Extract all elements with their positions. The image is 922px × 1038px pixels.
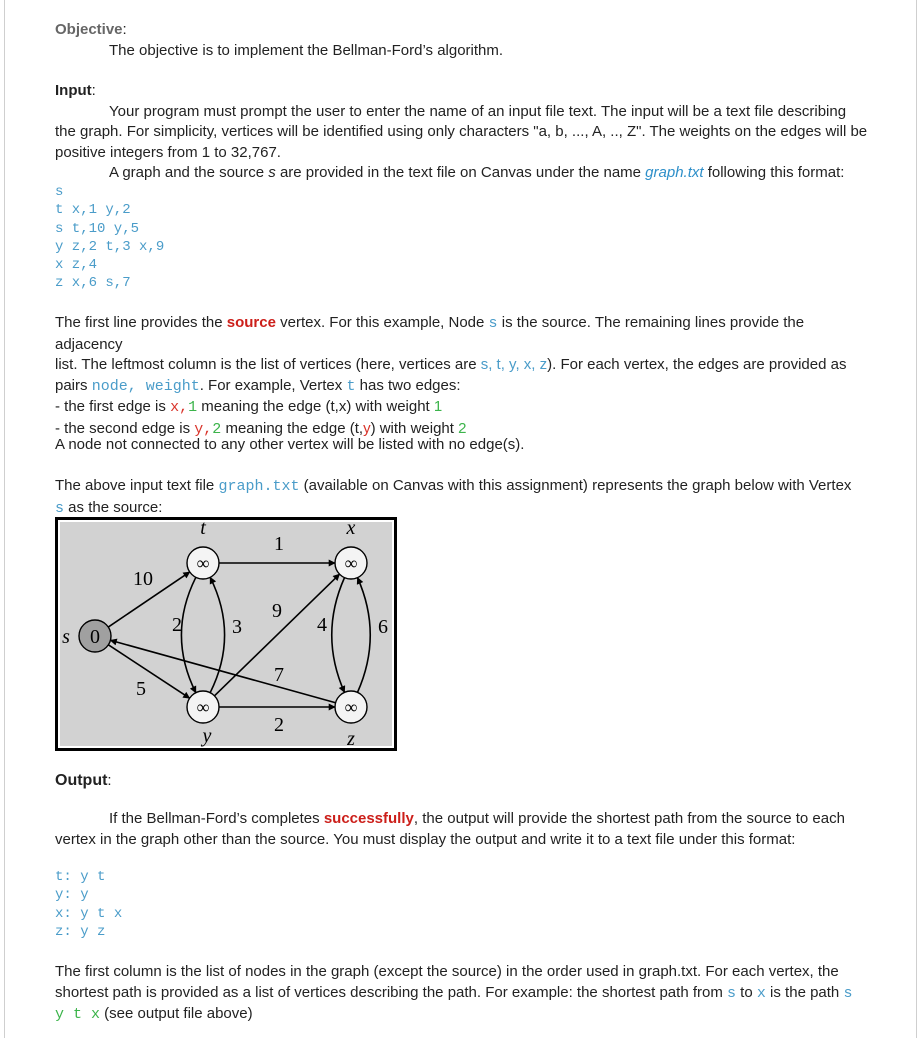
output-text: , the output will provide the shortest path from the source to each (413, 810, 845, 827)
output-text: The first column is the list of nodes in the graph (except the source) in the order used in graph.txt. For each vertex, the (55, 963, 839, 980)
node-distance-label: ∞ (344, 697, 358, 717)
code-line: t x,1 y,2 (55, 202, 131, 219)
objective-heading: Objective (55, 21, 123, 38)
node-name-label: x (346, 517, 356, 539)
edge-node: y (363, 419, 371, 437)
output-label: x: (55, 905, 72, 922)
explain-text: meaning the edge (t, (221, 419, 364, 437)
success-keyword: successfully (323, 810, 414, 827)
output-line (55, 905, 870, 923)
explain-text: vertex. For this example, Node (275, 314, 489, 331)
node-x: x (756, 984, 766, 1002)
edge-node: y, (194, 420, 213, 438)
code-line: y z,2 t,3 x,9 (55, 238, 165, 255)
output-line (55, 886, 870, 904)
input-para2-pre: A graph and the source (109, 164, 269, 181)
output-line (55, 923, 870, 941)
source-var: s (268, 164, 276, 181)
node-s: s (488, 315, 498, 332)
objective-section (55, 20, 870, 61)
input-para2-mid: are provided in the text file on Canvas under the name (275, 164, 646, 181)
output-paragraph (55, 809, 870, 850)
edge-weight: 1 (433, 398, 443, 415)
explain-text: ). For each vertex, the edges are provided as (547, 356, 847, 373)
edge-weight: 1 (188, 399, 198, 416)
output-text: to (736, 983, 757, 1001)
explain-text: . For example, Vertex (199, 376, 347, 394)
edge-weight-label: 1 (274, 533, 284, 555)
output-label: z: (55, 923, 72, 940)
node-s: s (55, 499, 65, 517)
output-label: t: (55, 869, 72, 885)
output-path: y z (80, 923, 106, 940)
node-s: s (727, 984, 737, 1002)
node-name-label: z (347, 728, 355, 750)
edge-weight-label: 6 (378, 616, 388, 638)
above-text: The above input text file (55, 477, 219, 494)
node-distance-label: ∞ (196, 697, 210, 717)
node-distance-label: ∞ (344, 553, 358, 573)
input-heading: Input (55, 82, 92, 99)
output-section (55, 771, 870, 792)
above-text: as the source: (64, 498, 163, 516)
output-code-block (55, 868, 870, 941)
edge-weight: 2 (212, 420, 222, 438)
explain-text: pairs (55, 376, 92, 394)
objective-text: The objective is to implement the Bellman-Ford’s algorithm. (109, 41, 504, 59)
vertex-list: s, t, y, x, z (480, 356, 548, 373)
explain-text: is the source. The remaining lines provide the adjacency (55, 314, 805, 353)
pair-format: node, weight (91, 377, 200, 395)
above-section (55, 476, 870, 519)
code-line: x z,4 (55, 257, 98, 274)
explain-text: has two edges: (355, 376, 461, 394)
output-path: y t x (80, 905, 123, 922)
edge-weight-label: 4 (317, 614, 327, 636)
code-line: s t,10 y,5 (55, 220, 140, 237)
node-distance-label: 0 (90, 626, 100, 648)
input-para2-post: following this format: (703, 164, 845, 181)
output-text: shortest path is provided as a list of vertices describing the path. For example: the shortest path from (55, 983, 727, 1001)
graph-file-name: graph.txt (218, 478, 300, 495)
node-name-label: y (202, 725, 212, 747)
explain-text: meaning the edge (t,x) with weight (197, 398, 434, 415)
edge-weight-label: 2 (274, 714, 284, 736)
node-s: s (843, 984, 853, 1002)
output-text: If the Bellman-Ford’s completes (109, 810, 324, 827)
explain-text: - the second edge is (55, 419, 195, 437)
output-text: vertex in the graph other than the source. You must display the output and write it to a text file under this format: (55, 830, 796, 848)
node-t: t (346, 377, 356, 395)
edge-weight-label: 3 (232, 616, 242, 638)
explain-text: list. The leftmost column is the list of vertices (here, vertices are (55, 356, 481, 373)
node-name-label: t (200, 517, 206, 539)
output-colon: : (107, 772, 112, 789)
output-path: y t (80, 869, 106, 885)
code-line: z x,6 s,7 (55, 275, 131, 292)
edge-node: x, (170, 399, 189, 416)
explain-section (55, 313, 870, 440)
input-paragraph: Your program must prompt the user to enter the name of an input file text. The input will be a text file describing the graph. For simplicity, vertices will be identified using only characters "a, b, ..., A, .., Z". The weights on the edges will be positive integers from 1 to 32,767. (55, 102, 868, 161)
output-explain (55, 962, 870, 1026)
explain-text: ) with weight (370, 419, 459, 437)
no-edge-note: A node not connected to any other vertex will be listed with no edge(s). (55, 436, 525, 453)
output-label: y: (55, 887, 72, 904)
output-text: (see output file above) (100, 1005, 253, 1022)
input-code-block (55, 183, 870, 293)
node-name-label: s (62, 626, 70, 648)
explain-text: - the first edge is (55, 398, 171, 415)
explain-text: The first line provides the (55, 314, 227, 331)
edge-weight-label: 7 (274, 664, 284, 686)
output-text: is the path (765, 983, 844, 1001)
edge-weight-label: 2 (172, 614, 182, 636)
node-distance-label: ∞ (196, 553, 210, 573)
edge-weight-label: 10 (133, 568, 153, 590)
source-keyword: source (226, 314, 276, 331)
graph-txt-link[interactable]: graph.txt (645, 164, 704, 181)
edge-weight-label: 9 (272, 600, 282, 622)
edge-weight: 2 (458, 419, 467, 437)
output-heading: Output (55, 772, 108, 789)
example-path: y t x (55, 1006, 101, 1023)
graph-figure (55, 517, 397, 751)
input-colon: : (91, 82, 96, 99)
output-line (55, 868, 870, 886)
above-text: (available on Canvas with this assignment) represents the graph below with Vertex (299, 477, 852, 494)
output-path: y (80, 887, 89, 904)
input-section (55, 81, 870, 184)
objective-colon: : (122, 21, 127, 38)
code-line: s (55, 184, 64, 200)
edge-weight-label: 5 (136, 678, 146, 700)
